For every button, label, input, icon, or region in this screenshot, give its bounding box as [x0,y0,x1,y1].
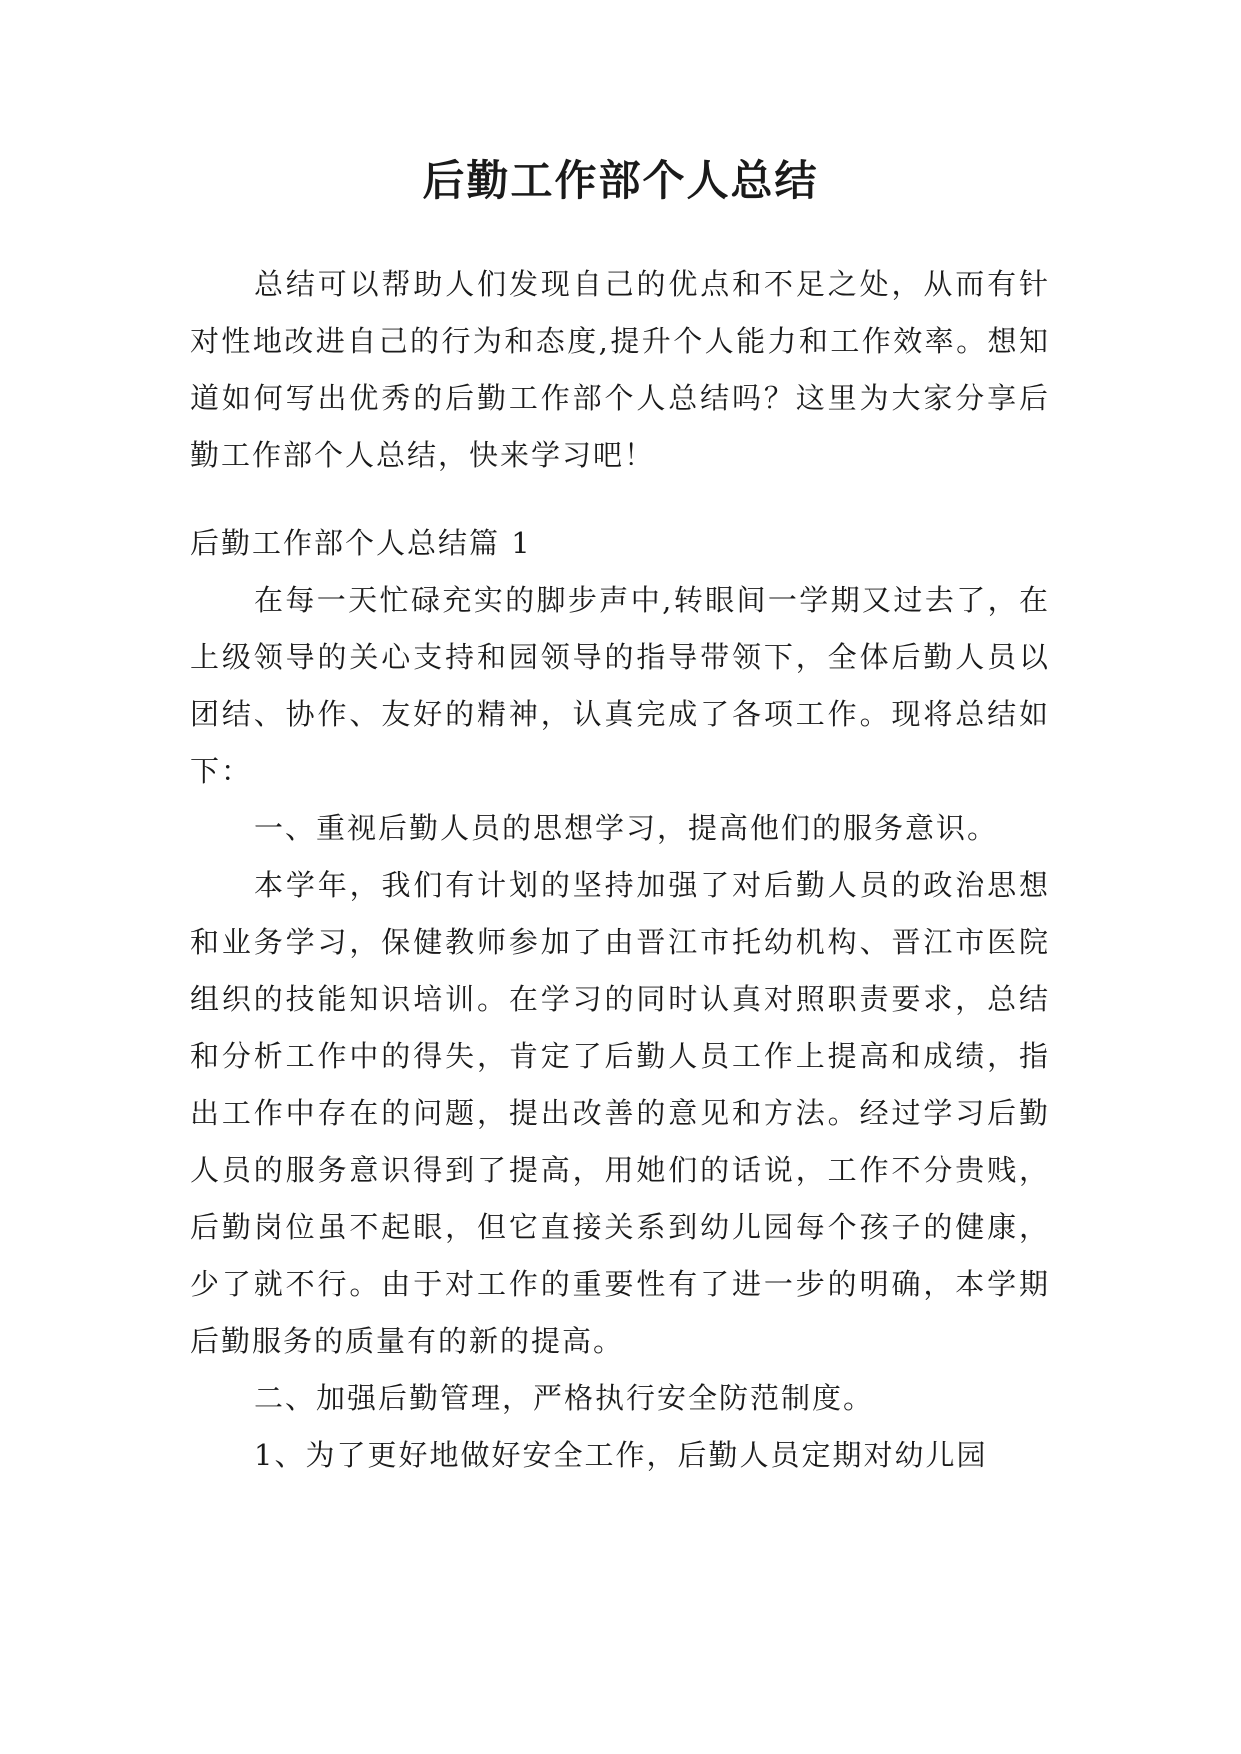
body-paragraph: 在每一天忙碌充实的脚步声中,转眼间一学期又过去了，在上级领导的关心支持和园领导的指导带领下，全体后勤人员以团结、协作、友好的精神，认真完成了各项工作。现将总结如下： [190,583,1050,788]
subheading-2: 二、加强后勤管理，严格执行安全防范制度。 [254,1381,875,1415]
subheading-1: 一、重视后勤人员的思想学习，提高他们的服务意识。 [254,811,999,845]
section-heading: 后勤工作部个人总结篇 1 [190,526,532,560]
document-title: 后勤工作部个人总结 [422,156,819,205]
article-body [190,515,1050,1484]
intro-paragraph: 总结可以帮助人们发现自己的优点和不足之处，从而有针对性地改进自己的行为和态度,提升个人能力和工作效率。想知道如何写出优秀的后勤工作部个人总结吗？这里为大家分享后勤工作部个人总结，快来学习吧！ [190,267,1050,472]
body-paragraph: 1、为了更好地做好安全工作，后勤人员定期对幼儿园 [254,1438,988,1472]
body-paragraph: 本学年，我们有计划的坚持加强了对后勤人员的政治思想和业务学习，保健教师参加了由晋江市托幼机构、晋江市医院组织的技能知识培训。在学习的同时认真对照职责要求，总结和分析工作中的得失，肯定了后勤人员工作上提高和成绩，指出工作中存在的问题，提出改善的意见和方法。经过学习后勤人员的服务意识得到了提高，用她们的话说，工作不分贵贱，后勤岗位虽不起眼，但它直接关系到幼儿园每个孩子的健康，少了就不行。由于对工作的重要性有了进一步的明确，本学期后勤服务的质量有的新的提高。 [190,868,1050,1358]
intro-block [190,256,1050,484]
